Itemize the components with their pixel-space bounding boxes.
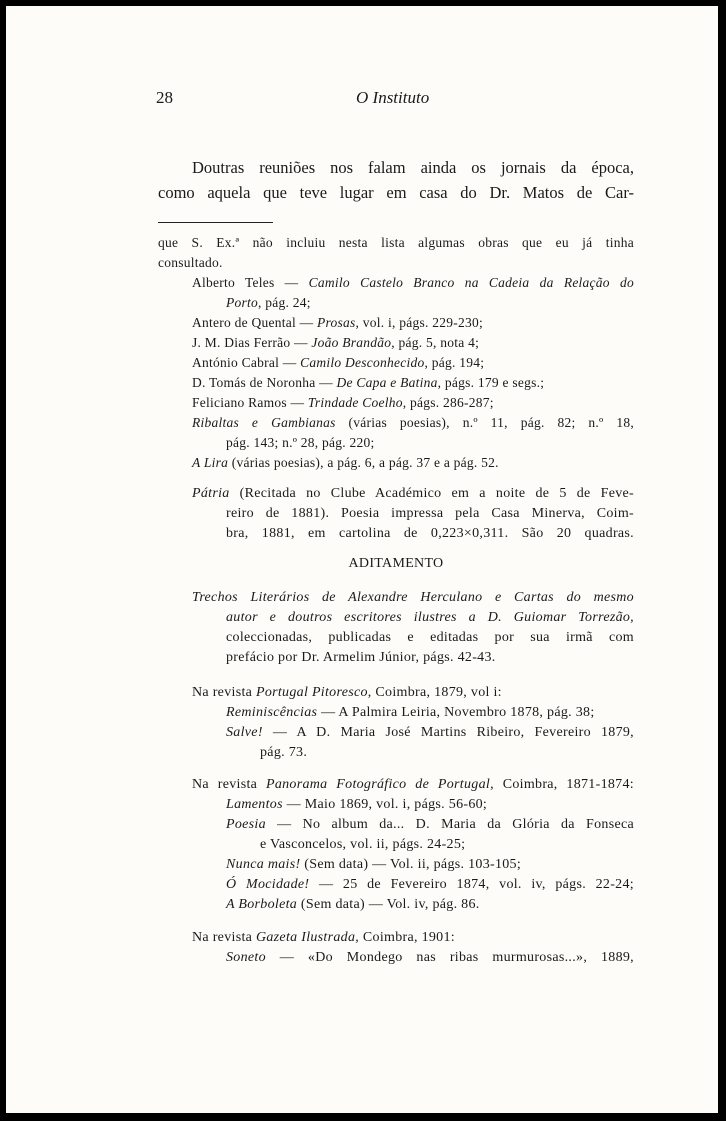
intro-line-1: Doutras reuniões nos falam ainda os jornais da época, (192, 158, 634, 177)
section-heading: ADITAMENTO (348, 556, 444, 571)
trechos-line-1: Trechos Literários de Alexandre Herculano e Cartas do mesmo (192, 590, 634, 605)
patria-line-3: bra, 1881, em cartolina de 0,223×0,311. São 20 quadras. (226, 526, 634, 541)
footnote-entry: A Lira (várias poesias), a pág. 6, a pág. 37 e a pág. 52. (192, 455, 499, 470)
footnote-entry: Antero de Quental — Prosas, vol. i, págs. 229-230; (192, 315, 483, 330)
poem-entry: Nunca mais! (Sem data) — Vol. ii, págs. 103-105; (226, 857, 522, 872)
footnote-entry-cont: pág. 143; n.º 28, pág. 220; (226, 435, 375, 450)
footnote-rule (158, 222, 273, 223)
trechos-line-3: coleccionadas, publicadas e editadas por sua irmã com (226, 630, 634, 645)
poem-entry: Reminiscências — A Palmira Leiria, Novembro 1878, pág. 38; (226, 705, 595, 720)
footnote-entry: Feliciano Ramos — Trindade Coelho, págs. 286-287; (192, 395, 494, 410)
footnote-entry-cont: Porto, pág. 24; (226, 295, 311, 310)
poem-entry-cont: e Vasconcelos, vol. ii, págs. 24-25; (260, 837, 466, 852)
page-number: 28 (156, 88, 173, 107)
periodical-entry: Na revista Portugal Pitoresco, Coimbra, 1879, vol i: (192, 685, 502, 700)
footnote-line-2: consultado. (158, 255, 223, 270)
trechos-line-2: autor e doutros escritores ilustres a D. Guiomar Torrezão, (226, 610, 634, 625)
poem-entry: Salve! — A D. Maria José Martins Ribeiro, Fevereiro 1879, (226, 725, 634, 740)
poem-entry: Soneto — «Do Mondego nas ribas murmurosas...», 1889, (226, 950, 634, 965)
poem-entry: A Borboleta (Sem data) — Vol. iv, pág. 86. (226, 897, 480, 912)
footnote-entry: J. M. Dias Ferrão — João Brandão, pág. 5, nota 4; (192, 335, 480, 350)
footnote-entry: D. Tomás de Noronha — De Capa e Batina, págs. 179 e segs.; (192, 375, 545, 390)
footnote-entry: António Cabral — Camilo Desconhecido, pág. 194; (192, 355, 485, 370)
intro-line-2: como aquela que teve lugar em casa do Dr. Matos de Car- (158, 183, 634, 202)
footnote-line-1: que S. Ex.ª não incluiu nesta lista algumas obras que eu já tinha (158, 235, 634, 250)
poem-entry-cont: pág. 73. (260, 745, 308, 760)
patria-line-2: reiro de 1881). Poesia impressa pela Casa Minerva, Coim- (226, 506, 634, 521)
poem-entry: Lamentos — Maio 1869, vol. i, págs. 56-60; (226, 797, 488, 812)
running-title: O Instituto (356, 88, 430, 107)
book-page (6, 6, 718, 1113)
periodical-entry: Na revista Gazeta Ilustrada, Coimbra, 1901: (192, 930, 455, 945)
footnote-entry: Alberto Teles — Camilo Castelo Branco na Cadeia da Relação do (192, 275, 634, 290)
patria-line-1: Pátria (Recitada no Clube Académico em a noite de 5 de Feve- (192, 486, 634, 501)
periodical-entry: Na revista Panorama Fotográfico de Portugal, Coimbra, 1871-1874: (192, 777, 634, 792)
trechos-line-4: prefácio por Dr. Armelim Júnior, págs. 42-43. (226, 650, 496, 665)
poem-entry: Ó Mocidade! — 25 de Fevereiro 1874, vol. iv, págs. 22-24; (226, 877, 634, 892)
poem-entry: Poesia — No album da... D. Maria da Glória da Fonseca (226, 817, 634, 832)
footnote-entry: Ribaltas e Gambianas (várias poesias), n.º 11, pág. 82; n.º 18, (192, 415, 635, 430)
